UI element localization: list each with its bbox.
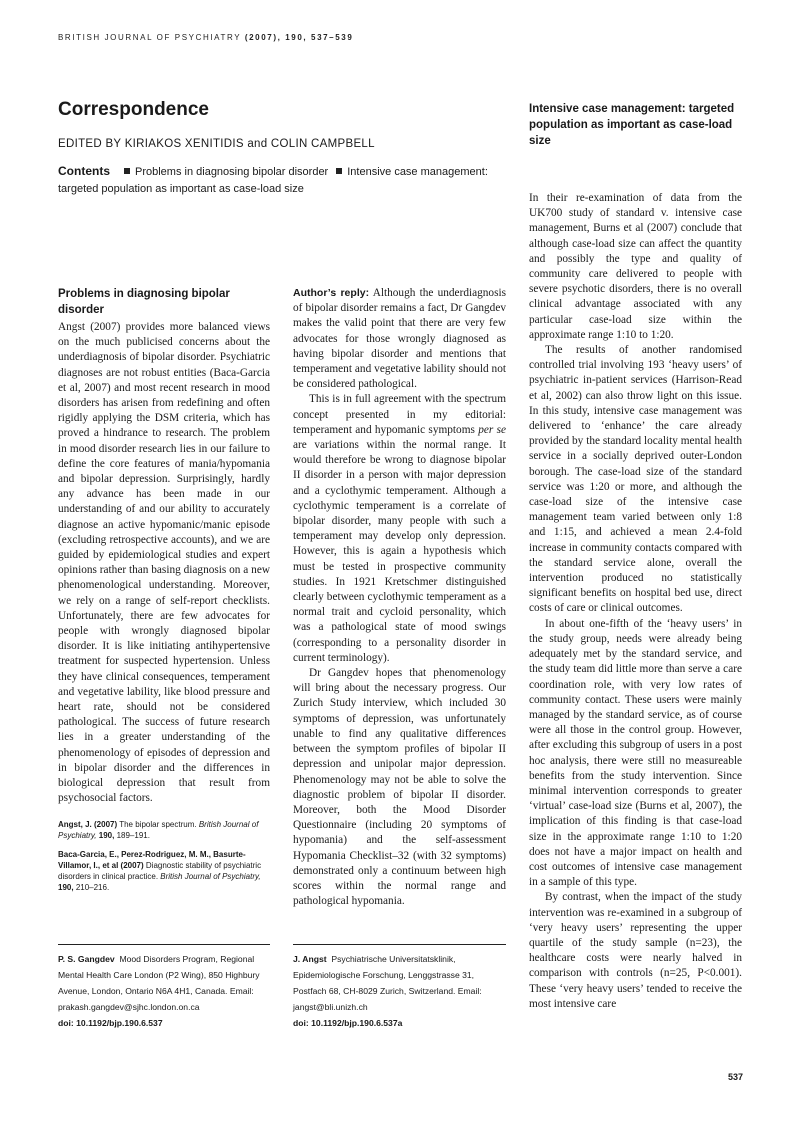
contents-list: [58, 163, 498, 198]
author-affiliation: Psychiatrische Universitatsklinik, Epidemiologische Forschung, Lenggstrasse 31, Postfach 68, CH-8029 Zurich, Switzerland. Email: jangst@bli.unizh.ch: [293, 954, 482, 1012]
running-head: [58, 33, 353, 42]
reply-paragraph: Author’s reply: Although the underdiagnosis of bipolar disorder remains a fact, Dr Gangdev makes the valid point that there are very few advocates for those wrongly diagnosed as having bipolar disorder and mentions that temperament and vegetative lability should not be considered pathological.: [293, 287, 507, 391]
authors-reply: [293, 286, 506, 909]
section-title: Correspondence: [58, 99, 209, 120]
letter-paragraph: In about one-fifth of the ‘heavy users’ in the study group, needs were already being adequately met by the standard service, and the study team did little more than serve a care coordination role, with very low rates of community contact. These users were mainly managed by the standard service, as of course were all those in the control group. However, after excluding this subgroup of users in a post hoc analysis, there were still no measureable benefits from the study intervention. Since minimal intervention corresponds to greater ‘virtual’ case-load size (Burns et al, 2007), the implication of this finding is that case-load size in the approximate range 1:10 to 1:20 does not have a major impact on health and cost outcomes of intensive case management in a sample of this type.: [529, 617, 742, 889]
reference-item: Angst, J. (2007) The bipolar spectrum. British Journal of Psychiatry, 190, 189–191.: [58, 819, 259, 840]
references: [58, 819, 270, 893]
contents-item-2[interactable]: Intensive case management: targeted population as important as case-load size: [58, 166, 488, 195]
author-affiliation: Mood Disorders Program, Regional Mental Health Care London (P2 Wing), 850 Highbury Avenue, London, Ontario N6A 4H1, Canada. Email: prakash.gangdev@sjhc.london.on.ca: [58, 954, 260, 1012]
journal-citation: (2007), 190, 537–539: [244, 33, 354, 42]
contents-label: Contents: [58, 164, 110, 178]
square-bullet-icon: [124, 168, 130, 174]
letter-paragraph: By contrast, when the impact of the study intervention was re-examined in a subgroup of ‘very heavy users’ representing the upper quartile of the study sample (n=23), the healthcare costs were nearly halved in comparison with controls (n=25, P<0.001). These ‘very heavy users’ tended to receive the most intensive care: [529, 891, 742, 1010]
doi[interactable]: doi: 10.1192/bjp.190.6.537a: [293, 1018, 403, 1028]
doi[interactable]: doi: 10.1192/bjp.190.6.537: [58, 1018, 163, 1028]
author-signature-angst: [293, 944, 506, 1031]
reference-item: Baca-Garcia, E., Perez-Rodriguez, M. M., Basurte-Villamor, I., et al (2007) Diagnostic stability of psychiatric disorders in clinical practice. British Journal of Psychiatry, 190, 210–216.: [58, 849, 262, 892]
letter-paragraph: In their re-examination of data from the UK700 study of standard v. intensive case management, Burns et al (2007) conclude that although case-load size can affect the quantity and possibly the type and quality of community care delivered to people with severe psychotic disorders, there is no overall clinical advantage associated with any particular case-load size within the approximate range 1:10 to 1:20.: [529, 192, 742, 341]
reply-lead: Author’s reply:: [293, 287, 370, 299]
journal-name: BRITISH JOURNAL OF PSYCHIATRY: [58, 33, 242, 42]
square-bullet-icon: [336, 168, 342, 174]
author-signature-gangdev: [58, 944, 270, 1031]
letter-heading: Intensive case management: targeted population as important as case-load size: [529, 103, 735, 147]
reply-paragraph: Dr Gangdev hopes that phenomenology will bring about the necessary progress. Our Zurich Study interview, which included 30 symptoms of depression, was unfortunately unable to find any qualitative differences between the symptom profiles of bipolar II depression and unipolar major depression. Phenomenology may not be able to solve the diagnostic problem of bipolar II disorder. Moreover, both the Mood Disorder Questionnaire (including 20 symptoms of hypomania) and the self-assessment Hypomania Checklist–32 (with 32 symptoms) demonstrated only a continuum between high scores within the normal range and pathological hypomania.: [293, 667, 506, 908]
letter-body: Angst (2007) provides more balanced views on the much publicised concerns about the underdiagnosis of bipolar disorder. Psychiatric diagnoses are not robust entities (Baca-Garcia et al, 2007) and most recent research in mood disorders has arisen from redefining and often rigidly applying the DSM criteria, which has proved a hindrance to research. The problem in mood disorder research lies in our failure to define the core features of mania/hypomania and bipolar depression. Surprisingly, hardly any advance has been made in our understanding of and our ability to accurately diagnose an active hypomanic/manic episode (excluding retrospective accounts), and we are guided by epidemiological studies and expert opinions rather than basing diagnosis on a new phenomenological understanding. Moreover, we rely on a range of self-report checklists. Unfortunately, there are few advocates for people with wrongly diagnosed bipolar disorder. It is like initiating antihypertensive treatment for suspected hypertension. Unless they have clinical consequences, temperament and vegetative lability, like blood pressure and heart rate, should not be considered pathological. The success of future research lies in a greater understanding of the phenomenology of episodes of depression and in bipolar disorder and the differences in biological depression that result from psychosocial factors.: [58, 321, 270, 805]
letter-problems-bipolar: [58, 286, 270, 901]
author-name: J. Angst: [293, 954, 327, 964]
editors-line: EDITED BY KIRIAKOS XENITIDIS and COLIN CAMPBELL: [58, 138, 375, 150]
letter-heading: Problems in diagnosing bipolar disorder: [58, 288, 230, 316]
letter-paragraph: The results of another randomised controlled trial involving 193 ‘heavy users’ of psychiatric in-patient services (Harrison-Read et al, 2002) can also throw light on this issue. In this study, intensive case management was delivered to ‘enhance’ the care already provided by the standard locality mental health service in a socially deprived outer-London borough. The case-load size of the standard service was 1:20 or more, and although the case-load size of the intensive case management team varied between only 1:8 and 1:15, and achieved a mean 2.4-fold increase in community contacts compared with the standard service alone, overall the intervention produced no statistically significant benefits on hospital bed use, direct costs of care or clinical outcomes.: [529, 344, 743, 615]
author-name: P. S. Gangdev: [58, 954, 115, 964]
page-number: 537: [727, 1072, 743, 1082]
reply-paragraph: This is in full agreement with the spectrum concept presented in my editorial: temperament and hypomanic symptoms per se are variations within the normal range. It would therefore be wrong to diagnose bipolar II disorder in a person with major depression and a cyclothymic temperament. Although a cyclothymic temperament is a correlate of bipolar disorder, many people with such a temperament may develop only depression. However, this is again a hypothesis which must be tested in prospective community studies. In 1921 Kretschmer distinguished clearly between cyclothymic temperament as a normal trait and cycloid personality, which was a pathological state of mood swings (corresponding to a personality disorder in current terminology).: [293, 393, 507, 664]
contents-item-1[interactable]: Problems in diagnosing bipolar disorder: [135, 166, 329, 178]
letter-intensive-case-management: [529, 101, 742, 1012]
